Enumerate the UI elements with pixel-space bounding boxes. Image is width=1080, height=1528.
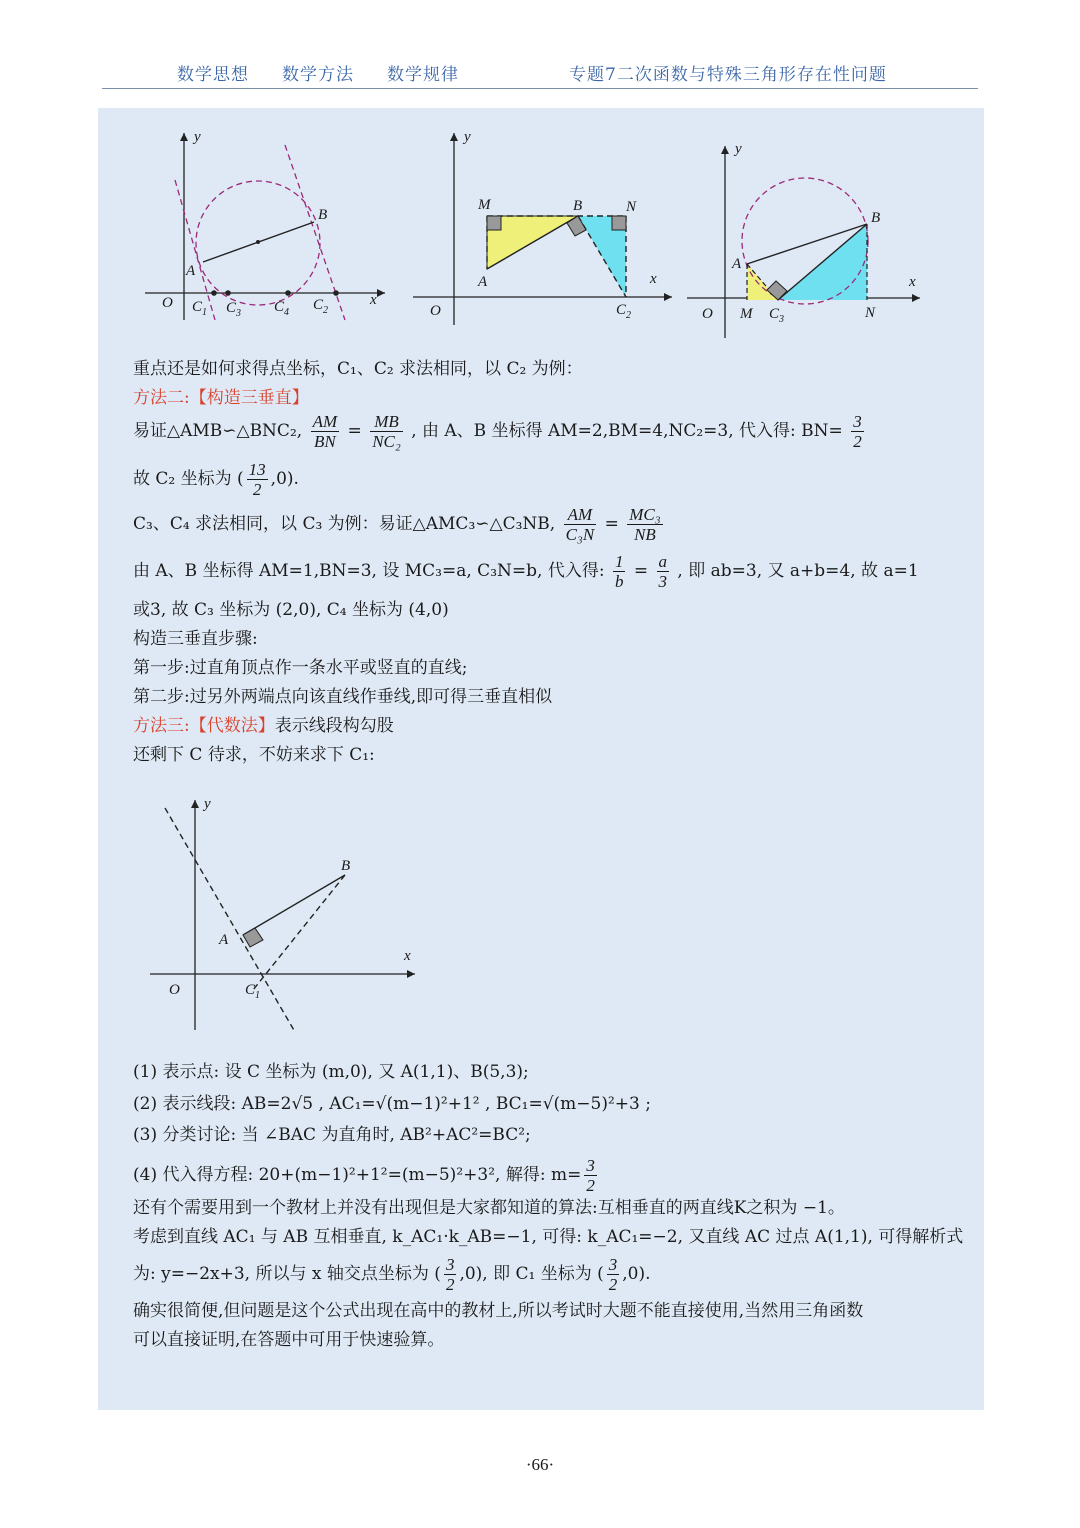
point-c2-label: C: [313, 297, 324, 313]
point-b-label: B: [341, 858, 351, 874]
text-line-14: (2) 表示线段: AB=2√5 , AC₁=√(m−1)²+1² , BC₁=√(m−5)²+3 ;: [133, 1094, 651, 1114]
denominator: 2: [252, 480, 262, 499]
denominator: 2: [586, 1176, 595, 1195]
point-a-label: A: [186, 263, 196, 279]
fraction: [607, 1255, 620, 1294]
text-segment: 故 C₂ 坐标为 (: [133, 469, 244, 489]
text-line-13: (1) 表示点: 设 C 坐标为 (m,0), 又 A(1,1)、B(5,3);: [133, 1062, 529, 1082]
method-two-heading: 方法二:【构造三垂直】: [133, 388, 309, 408]
point-n-label: N: [865, 305, 876, 321]
text-line-20: 确实很简便,但问题是这个公式出现在高中的教材上,所以考试时大题不能直接使用,当然用三角函数: [133, 1301, 864, 1321]
denominator: 2: [853, 432, 862, 451]
figure-three-perpendicular: [410, 125, 675, 325]
point-b-label: B: [318, 207, 328, 223]
axis-x-label: x: [404, 948, 411, 964]
denominator: 2: [445, 1275, 455, 1294]
fraction: [584, 1156, 597, 1195]
point-a-label: A: [478, 274, 488, 290]
numerator: MC₃: [629, 505, 661, 524]
point-c2-label: C: [616, 302, 627, 318]
page-number: ·66·: [525, 1455, 555, 1474]
c2-subscript: 2: [323, 305, 328, 316]
text-segment: ,0).: [622, 1264, 651, 1284]
text-segment: C₃、C₄ 求法相同，以 C₃ 为例：易证△AMC₃∽△C₃NB,: [133, 514, 556, 534]
axis-x-label: x: [650, 271, 657, 287]
origin-label: O: [702, 306, 713, 322]
numerator: 3: [853, 412, 862, 431]
axis-y-label: y: [204, 796, 211, 812]
point-m-label: M: [478, 197, 491, 213]
point-c1-label: C: [192, 299, 203, 315]
denominator: b: [614, 572, 624, 591]
point-b-label: B: [573, 198, 583, 214]
text-line-8: 构造三垂直步骤:: [133, 629, 258, 649]
numerator: a: [658, 552, 668, 571]
point-c4-label: C: [274, 299, 285, 315]
method-three-heading: 方法三:【代数法】: [133, 716, 275, 736]
figure-algebra-method: [145, 790, 425, 1035]
point-n-label: N: [626, 199, 637, 215]
text-line-18: 考虑到直线 AC₁ 与 AB 互相垂直, k_AC₁·k_AB=−1, 可得: k_AC₁=−2, 又直线 AC 过点 A(1,1), 可得解析式: [133, 1227, 964, 1247]
denominator: BN: [313, 432, 336, 451]
text-line-15: (3) 分类讨论: 当 ∠BAC 为直角时, AB²+AC²=BC²;: [133, 1125, 531, 1145]
header-method: 数学方法: [282, 65, 354, 85]
c1-subscript: 1: [255, 990, 260, 1001]
text-line-10: 第二步:过另外两端点向该直线作垂线,即可得三垂直相似: [133, 687, 553, 707]
numerator: AM: [564, 505, 597, 525]
figure-circle-similar: [685, 140, 925, 340]
point-a-label: A: [219, 932, 229, 948]
fraction: [444, 1255, 457, 1294]
fraction: [613, 552, 626, 591]
header-law: 数学规律: [387, 65, 459, 85]
denominator: 2: [608, 1275, 618, 1294]
origin-label: O: [169, 982, 180, 998]
header-topic: 专题7二次函数与特殊三角形存在性问题: [569, 65, 887, 85]
figure-circle-tangents: [140, 125, 390, 325]
denominator: NB: [634, 525, 656, 544]
text-line-3: [133, 412, 867, 451]
equals-sign: =: [604, 514, 619, 534]
text-segment: 为: y=−2x+3, 所以与 x 轴交点坐标为 (: [133, 1264, 441, 1284]
axis-x-label: x: [370, 292, 377, 308]
text-segment: (4) 代入得方程: 20+(m−1)²+1²=(m−5)²+3², 解得: m=: [133, 1165, 582, 1185]
numerator: 3: [608, 1255, 618, 1274]
text-segment: ,0).: [270, 469, 299, 489]
point-c1-label: C: [245, 982, 256, 998]
text-line-9: 第一步:过直角顶点作一条水平或竖直的直线;: [133, 658, 468, 678]
page-header: [102, 58, 978, 89]
axis-y-label: y: [464, 129, 471, 145]
point-m-label: M: [740, 306, 753, 322]
point-c3-label: C: [769, 306, 780, 322]
c4-subscript: 4: [284, 307, 289, 318]
numerator: 3: [445, 1255, 455, 1274]
text-segment: ,0), 即 C₁ 坐标为 (: [459, 1264, 604, 1284]
axis-x-label: x: [909, 274, 916, 290]
c3-subscript: 3: [779, 314, 784, 325]
text-line-16: [133, 1156, 600, 1195]
c1-subscript: 1: [202, 307, 207, 318]
denominator: NC₂: [372, 432, 401, 451]
text-segment: 由 A、B 坐标得 AM=1,BN=3, 设 MC₃=a, C₃N=b, 代入得:: [133, 561, 605, 581]
fraction: [851, 412, 864, 451]
equals-sign: =: [347, 421, 362, 441]
fraction: [370, 412, 403, 451]
text-line-6: [133, 552, 919, 591]
numerator: 1: [614, 552, 624, 571]
numerator: 13: [248, 460, 266, 479]
text-line-19: [133, 1255, 651, 1294]
text-line-11: [133, 714, 394, 738]
fraction: [247, 460, 268, 499]
text-segment: 表示线段构勾股: [274, 716, 394, 736]
text-line-21: 可以直接证明,在答题中可用于快速验算。: [133, 1330, 445, 1350]
header-thought: 数学思想: [177, 65, 249, 85]
equals-sign: =: [633, 561, 649, 581]
point-a-label: A: [732, 256, 742, 272]
denominator: C₃N: [565, 525, 595, 544]
text-line-12: 还剩下 C 待求，不妨来求下 C₁:: [133, 745, 375, 765]
text-line-7: 或3, 故 C₃ 坐标为 (2,0), C₄ 坐标为 (4,0): [133, 600, 449, 620]
numerator: 3: [586, 1156, 595, 1175]
fraction: [627, 505, 662, 544]
text-line-4: [133, 460, 299, 499]
text-segment: , 由 A、B 坐标得 AM=2,BM=4,NC₂=3, 代入得: BN=: [411, 421, 843, 441]
text-segment: , 即 ab=3, 又 a+b=4, 故 a=1: [677, 561, 919, 581]
origin-label: O: [162, 295, 173, 311]
c2-subscript: 2: [626, 310, 631, 321]
axis-y-label: y: [194, 129, 201, 145]
numerator: MB: [370, 412, 403, 432]
text-line-5: [133, 505, 666, 544]
denominator: 3: [658, 572, 668, 591]
text-segment: 易证△AMB∽△BNC₂,: [133, 421, 303, 441]
origin-label: O: [430, 303, 441, 319]
fraction: [311, 412, 340, 451]
c3-subscript: 3: [236, 308, 241, 319]
axis-y-label: y: [735, 141, 742, 157]
text-line-1: 重点还是如何求得点坐标，C₁、C₂ 求法相同，以 C₂ 为例：: [133, 359, 583, 379]
fraction: [657, 552, 670, 591]
fraction: [564, 505, 597, 544]
numerator: AM: [312, 412, 338, 431]
point-b-label: B: [871, 210, 881, 226]
point-c3-label: C: [226, 300, 237, 316]
text-line-17: 还有个需要用到一个教材上并没有出现但是大家都知道的算法:互相垂直的两直线K之积为 −1。: [133, 1198, 845, 1218]
